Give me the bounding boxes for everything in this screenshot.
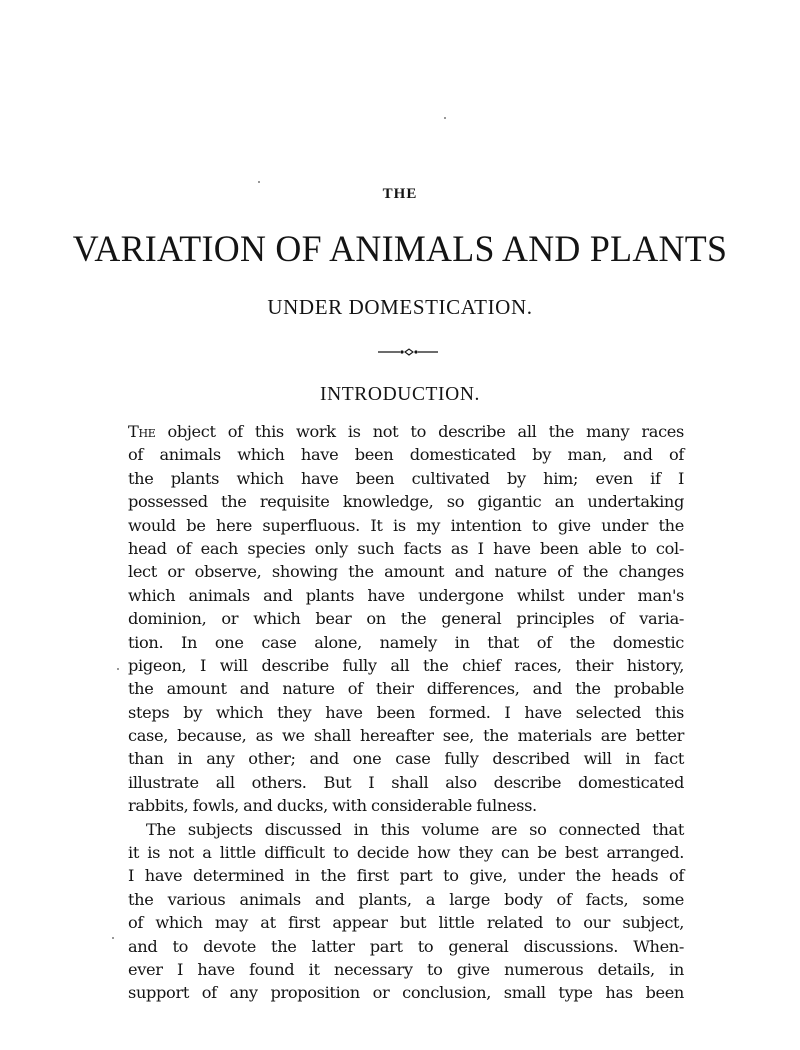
text-line: the plants which have been cultivated by him; even if I xyxy=(128,468,684,488)
text-line: which animals and plants have undergone whilst under man's xyxy=(128,585,684,605)
title-kicker: THE xyxy=(382,186,418,202)
paragraph-1 xyxy=(128,420,684,818)
ink-speck xyxy=(117,668,119,670)
text-line: of which may at first appear but little related to our subject, xyxy=(128,913,684,933)
text-line: I have determined in the first part to give, under the heads of xyxy=(128,866,684,886)
ink-speck xyxy=(258,181,260,183)
text-line: dominion, or which bear on the general principles of varia- xyxy=(128,609,684,629)
divider-flourish-icon xyxy=(378,345,438,359)
text-line: The subjects discussed in this volume are so connected that xyxy=(146,819,684,839)
text-line: than in any other; and one case fully described will in fact xyxy=(128,749,684,769)
text-line: head of each species only such facts as I have been able to col- xyxy=(128,538,684,558)
text-line: of animals which have been domesticated by man, and of xyxy=(128,445,684,465)
text-line: lect or observe, showing the amount and nature of the changes xyxy=(128,562,684,582)
text-line: possessed the requisite knowledge, so gigantic an undertaking xyxy=(128,492,684,512)
text-line xyxy=(128,420,684,443)
text-line: steps by which they have been formed. I have selected this xyxy=(128,702,684,722)
body-text xyxy=(128,420,684,1005)
ink-speck xyxy=(444,117,446,119)
text-line: support of any proposition or conclusion, small type has been xyxy=(128,983,684,1003)
text-line: the amount and nature of their differences, and the probable xyxy=(128,679,684,699)
first-line-text: object of this work is not to describe all the many races xyxy=(167,422,684,441)
text-line: rabbits, fowls, and ducks, with considerable fulness. xyxy=(128,796,537,816)
text-line: case, because, as we shall hereafter see, the materials are better xyxy=(128,726,684,746)
text-line: it is not a little difficult to decide how they can be best arranged. xyxy=(128,843,684,863)
book-subtitle: UNDER DOMESTICATION. xyxy=(267,295,533,319)
text-line: ever I have found it necessary to give numerous details, in xyxy=(128,959,684,979)
text-line: tion. In one case alone, namely in that of the domestic xyxy=(128,632,684,652)
text-line: and to devote the latter part to general discussions. When- xyxy=(128,936,684,956)
text-line: pigeon, I will describe fully all the chief races, their history, xyxy=(128,655,684,675)
text-line: would be here superfluous. It is my intention to give under the xyxy=(128,515,684,535)
text-line: the various animals and plants, a large body of facts, some xyxy=(128,889,684,909)
ink-speck xyxy=(112,937,114,939)
book-title: VARIATION OF ANIMALS AND PLANTS xyxy=(72,229,728,270)
drop-word: The xyxy=(128,422,156,441)
section-heading: INTRODUCTION. xyxy=(320,384,480,405)
paragraph-2 xyxy=(128,818,684,1005)
text-line: illustrate all others. But I shall also describe domesticated xyxy=(128,772,684,792)
